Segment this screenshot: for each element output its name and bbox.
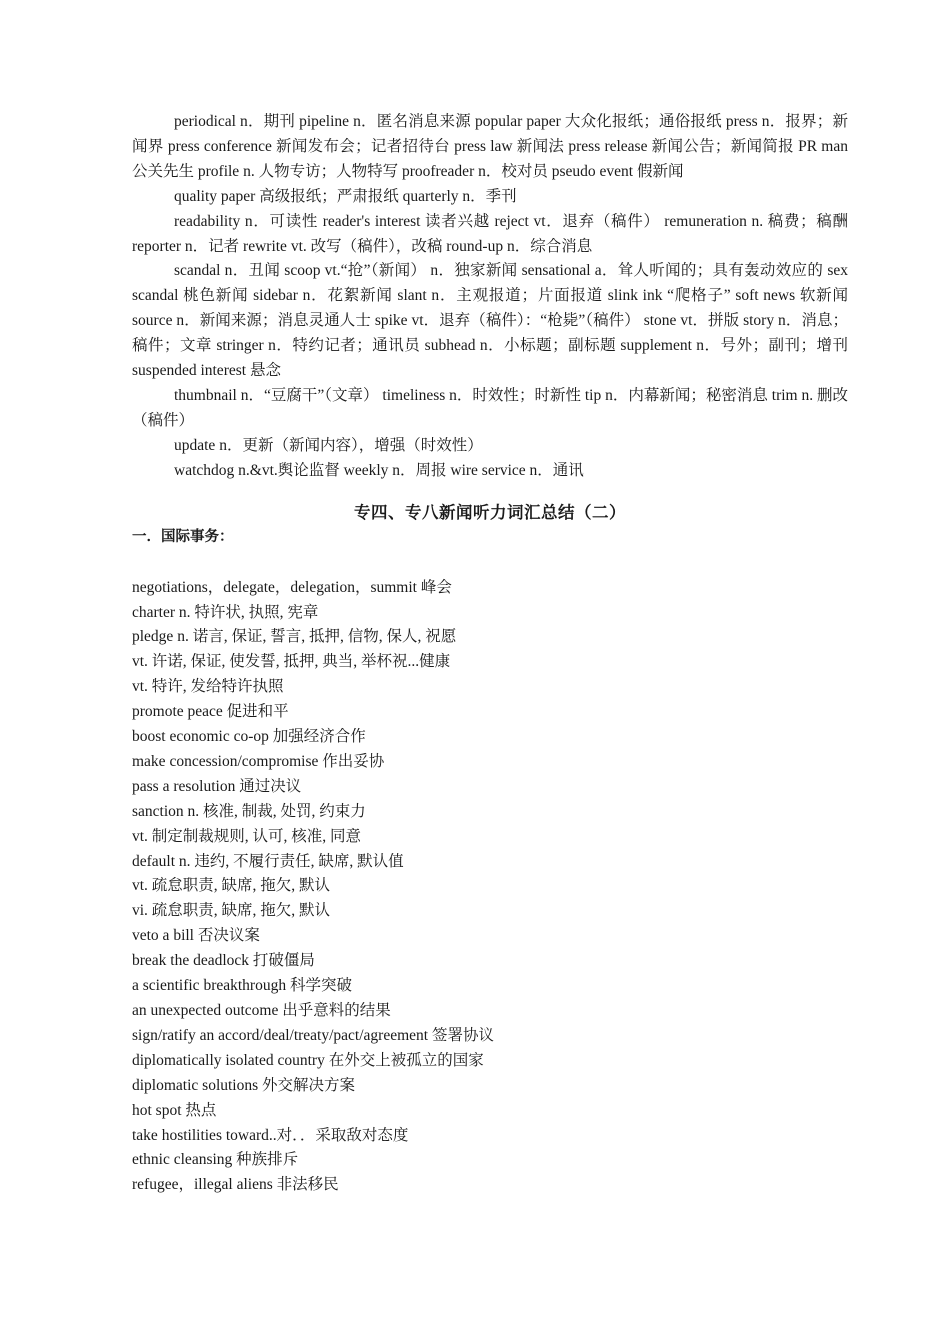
- vocab-item: diplomatically isolated country 在外交上被孤立的国家: [132, 1051, 484, 1069]
- vocab-item: diplomatic solutions 外交解决方案: [132, 1076, 356, 1094]
- vocab-item: sign/ratify an accord/deal/treaty/pact/agreement 签署协议: [132, 1026, 494, 1044]
- section-title: 专四、专八新闻听力词汇总结（二）: [354, 502, 626, 522]
- glossary-paragraph: readability n．可读性 reader's interest 读者兴越 reject vt．退弃（稿件） remuneration n. 稿费；稿酬 reporter n．记者 rewrite vt. 改写（稿件），改稿 round-up n．综合消息: [132, 212, 848, 255]
- glossary-paragraph: quality paper 高级报纸；严肃报纸 quarterly n．季刊: [174, 187, 517, 205]
- vocab-item: vt. 特许, 发给特许执照: [132, 678, 284, 696]
- document-page: [132, 110, 848, 1198]
- vocab-item: vt. 制定制裁规则, 认可, 核准, 同意: [132, 827, 362, 845]
- glossary-paragraph: watchdog n.&vt.舆论监督 weekly n．周报 wire service n．通讯: [174, 461, 584, 479]
- vocab-item: veto a bill 否决议案: [132, 927, 260, 945]
- vocab-item: default n. 违约, 不履行责任, 缺席, 默认值: [132, 852, 404, 870]
- vocab-item: boost economic co-op 加强经济合作: [132, 728, 366, 746]
- glossary-paragraph: scandal n．丑闻 scoop vt.“抢”（新闻） n．独家新闻 sensational a．耸人听闻的；具有轰动效应的 sex scandal 桃色新闻 sidebar n．花絮新闻 slant n．主观报道；片面报道 slink ink “爬格子” soft news 软新闻 source n．新闻来源；消息灵通人士 spike vt．退弃（稿件）：“枪毙”（稿件） stone vt．拼版 story n．消息；稿件；文章 stringer n．特约记者；通讯员 subhead n．小标题；副标题 supplement n．号外；副刊；增刊 suspended interest 悬念: [132, 262, 848, 380]
- vocab-item: refugee，illegal aliens 非法移民: [132, 1176, 339, 1194]
- subsection-title: 一．国际事务：: [132, 528, 234, 545]
- vocab-item: sanction n. 核准, 制裁, 处罚, 约束力: [132, 802, 366, 820]
- vocab-item: ethnic cleansing 种族排斥: [132, 1151, 299, 1169]
- glossary-paragraph: periodical n．期刊 pipeline n．匿名消息来源 popular paper 大众化报纸；通俗报纸 press n．报界；新闻界 press conference 新闻发布会；记者招待台 press law 新闻法 press release 新闻公告；新闻简报 PR man 公关先生 profile n. 人物专访；人物特写 proofreader n．校对员 pseudo event 假新闻: [132, 113, 848, 180]
- vocab-item: charter n. 特许状, 执照, 宪章: [132, 603, 319, 621]
- vocab-list: [132, 576, 848, 1199]
- vocab-item: negotiations，delegate，delegation，summit 峰会: [132, 578, 452, 596]
- vocab-item: vt. 许诺, 保证, 使发誓, 抵押, 典当, 举杯祝...健康: [132, 653, 451, 671]
- vocab-item: break the deadlock 打破僵局: [132, 952, 315, 970]
- vocab-item: an unexpected outcome 出乎意料的结果: [132, 1002, 391, 1019]
- vocab-item: pledge n. 诺言, 保证, 誓言, 抵押, 信物, 保人, 祝愿: [132, 628, 457, 646]
- vocab-item: hot spot 热点: [132, 1101, 217, 1119]
- glossary-paragraph: thumbnail n．“豆腐干”（文章） timeliness n．时效性；时新性 tip n．内幕新闻；秘密消息 trim n. 删改（稿件）: [132, 386, 848, 429]
- vocab-item: vi. 疏怠职责, 缺席, 拖欠, 默认: [132, 902, 331, 920]
- vocab-item: vt. 疏怠职责, 缺席, 拖欠, 默认: [132, 877, 331, 895]
- vocab-item: a scientific breakthrough 科学突破: [132, 977, 352, 995]
- glossary-paragraph: update n．更新（新闻内容），增强（时效性）: [174, 436, 483, 454]
- vocab-item: pass a resolution 通过决议: [132, 777, 302, 795]
- vocab-item: promote peace 促进和平: [132, 703, 289, 721]
- vocab-item: make concession/compromise 作出妥协: [132, 752, 385, 770]
- vocab-item: take hostilities toward..对．．采取敌对态度: [132, 1126, 409, 1144]
